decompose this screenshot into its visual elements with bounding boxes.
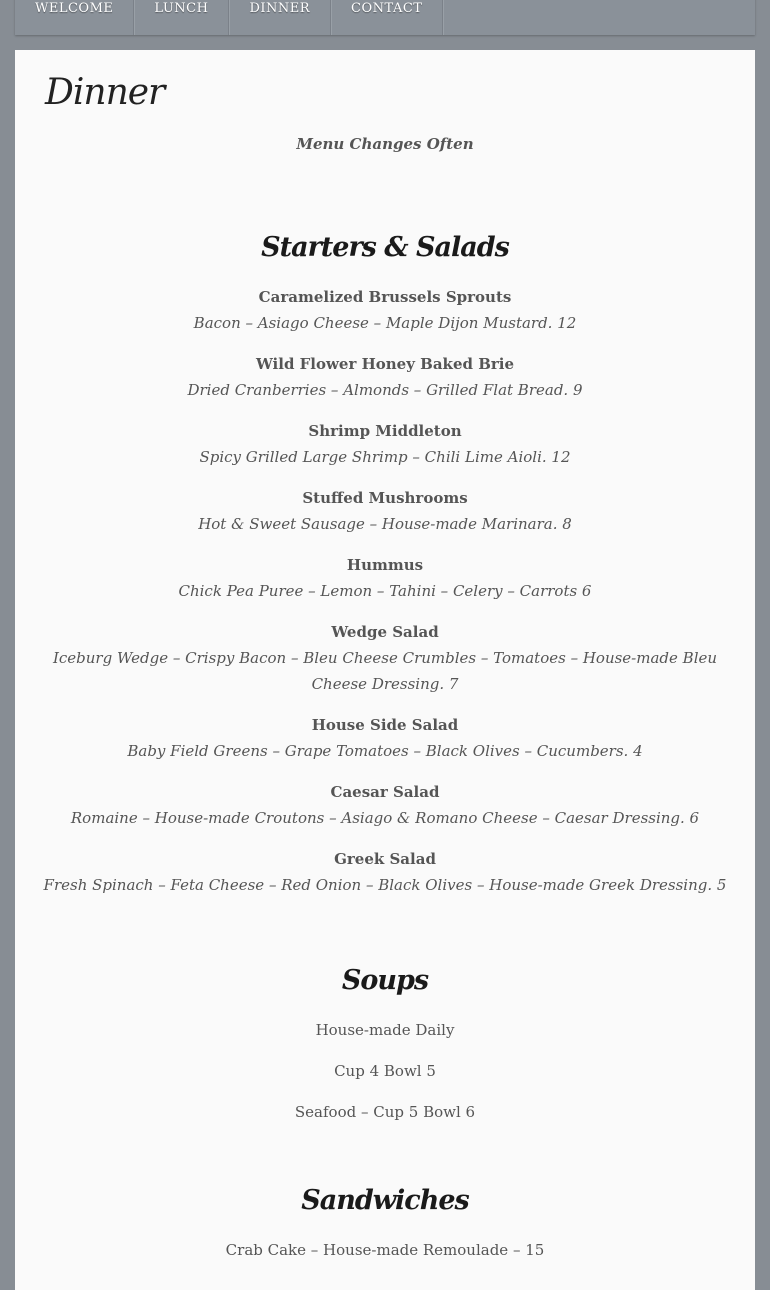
menu-item-desc: Romaine – House-made Croutons – Asiago & Romano Cheese – Caesar Dressing. 6 xyxy=(70,809,700,827)
main-nav xyxy=(15,0,755,35)
menu-item-name: Shrimp Middleton xyxy=(308,422,462,440)
nav-contact[interactable]: CONTACT xyxy=(331,0,443,35)
soup-line: House-made Daily xyxy=(315,1021,455,1039)
section-title-sandwiches: Sandwiches xyxy=(301,1185,469,1216)
soup-line: Seafood – Cup 5 Bowl 6 xyxy=(294,1103,476,1121)
menu-item-name: Caesar Salad xyxy=(330,783,440,801)
menu-item-desc: Dried Cranberries – Almonds – Grilled Flat Bread. 9 xyxy=(187,381,583,399)
menu-item-name: Caramelized Brussels Sprouts xyxy=(258,288,512,306)
page-title: Dinner xyxy=(45,72,165,113)
menu-item-name: Wild Flower Honey Baked Brie xyxy=(255,355,515,373)
sandwich-line: Crab Cake – House-made Remoulade – 15 xyxy=(225,1241,545,1259)
section-title-starters: Starters & Salads xyxy=(261,232,509,263)
menu-item-desc: Bacon – Asiago Cheese – Maple Dijon Mustard. 12 xyxy=(193,314,577,332)
nav-welcome[interactable]: WELCOME xyxy=(15,0,134,35)
menu-item-desc: Chick Pea Puree – Lemon – Tahini – Celery – Carrots 6 xyxy=(178,582,592,600)
menu-item-name: Wedge Salad xyxy=(331,623,439,641)
menu-note: Menu Changes Often xyxy=(296,135,474,153)
menu-item-name: House Side Salad xyxy=(311,716,459,734)
menu-item-desc: Iceburg Wedge – Crispy Bacon – Bleu Cheese Crumbles – Tomatoes – House-made Bleu Cheese Dressing. 7 xyxy=(52,649,718,693)
section-title-soups: Soups xyxy=(341,965,429,996)
menu-item-desc: Fresh Spinach – Feta Cheese – Red Onion – Black Olives – House-made Greek Dressing. 5 xyxy=(43,876,727,894)
menu-item-name: Stuffed Mushrooms xyxy=(302,489,468,507)
menu-item-desc: Spicy Grilled Large Shrimp – Chili Lime Aioli. 12 xyxy=(199,448,571,466)
menu-item-desc: Baby Field Greens – Grape Tomatoes – Black Olives – Cucumbers. 4 xyxy=(127,742,643,760)
content-panel xyxy=(15,50,755,1290)
menu-item-name: Greek Salad xyxy=(334,850,436,868)
nav-lunch[interactable]: LUNCH xyxy=(134,0,229,35)
menu-item-name: Hummus xyxy=(346,556,424,574)
nav-dinner[interactable]: DINNER xyxy=(229,0,331,35)
menu-item-desc: Hot & Sweet Sausage – House-made Marinara. 8 xyxy=(198,515,572,533)
soup-line: Cup 4 Bowl 5 xyxy=(334,1062,436,1080)
